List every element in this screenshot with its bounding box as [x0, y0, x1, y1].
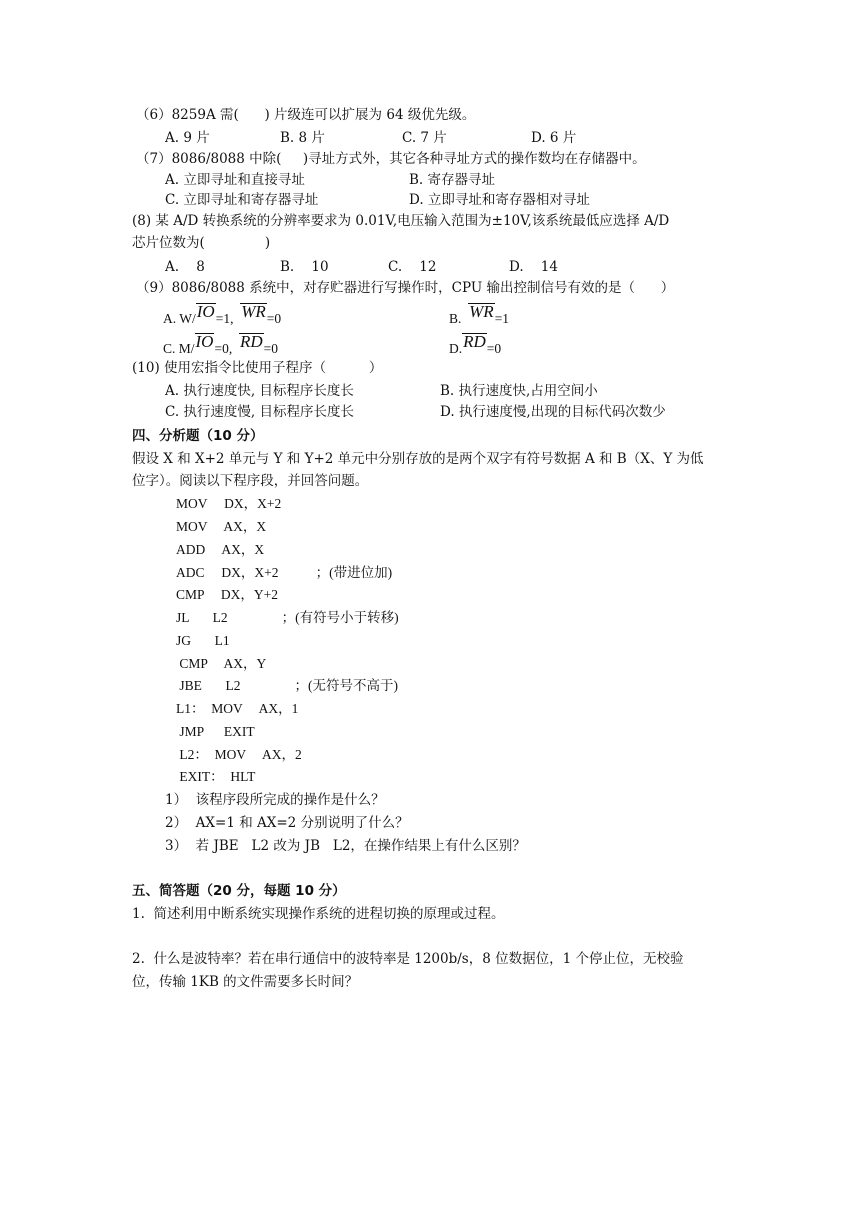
section5-title: 五、简答题（20 分，每题 10 分）	[132, 883, 346, 899]
code-line: MOV DX，X+2	[176, 496, 282, 511]
q10-option-a: A. 执行速度快, 目标程序长度长	[165, 383, 354, 399]
rd-bar-signal: RD	[239, 332, 263, 351]
q10-option-d: D. 执行速度慢,出现的目标代码次数少	[440, 404, 666, 420]
q8-stem-line2: 芯片位数为( )	[132, 235, 271, 251]
q8-stem-line1: (8) 某 A/D 转换系统的分辨率要求为 0.01V,电压输入范围为±10V,该系统最低应选择 A/D	[132, 213, 670, 229]
code-line: L2： MOV AX，2	[176, 747, 302, 762]
q8-option-d: D. 14	[509, 259, 558, 275]
code-line: CMP DX，Y+2	[176, 587, 279, 602]
q9-stem: （9）8086/8088 系统中，对存贮器进行写操作时，CPU 输出控制信号有效的是（ ）	[136, 280, 675, 296]
code-line: ADD AX，X	[176, 542, 265, 557]
section4-intro-line1: 假设 X 和 X+2 单元与 Y 和 Y+2 单元中分别存放的是两个双字有符号数据 A 和 B（X、Y 为低	[132, 451, 704, 467]
code-line: CMP AX，Y	[176, 656, 267, 671]
q10-option-c: C. 执行速度慢, 目标程序长度长	[165, 404, 355, 420]
q7-option-c: C. 立即寻址和寄存器寻址	[165, 192, 319, 208]
short-question-1: 1. 简述利用中断系统实现操作系统的进程切换的原理或过程。	[132, 906, 505, 922]
io-bar-signal: IO	[195, 332, 214, 351]
analysis-question-3: 3） 若 JBE L2 改为 JB L2，在操作结果上有什么区别？	[165, 838, 526, 854]
code-line: JG L1	[176, 633, 230, 648]
q9-option-d: D.RD=0	[449, 332, 502, 356]
q10-stem: (10) 使用宏指令比使用子程序（ ）	[132, 360, 383, 376]
wr-bar-signal: WR	[469, 302, 494, 321]
section4-intro-line2: 位字）。阅读以下程序段，并回答问题。	[132, 473, 369, 489]
code-line: L1： MOV AX，1	[176, 701, 299, 716]
q9-option-b: B. WR=1	[449, 302, 510, 326]
q7-stem: （7）8086/8088 中除( )寻址方式外，其它各种寻址方式的操作数均在存储器中。	[136, 151, 646, 167]
analysis-question-1: 1） 该程序段所完成的操作是什么？	[165, 792, 385, 808]
rd-bar-signal: RD	[463, 332, 486, 351]
wr-bar-signal: WR	[241, 302, 266, 321]
io-bar-signal: IO	[196, 302, 215, 321]
code-line: MOV AX，X	[176, 519, 267, 534]
short-question-2-line1: 2. 什么是波特率？若在串行通信中的波特率是 1200b/s，8 位数据位，1 个停止位，无校验	[132, 951, 684, 967]
analysis-question-2: 2） AX=1 和 AX=2 分别说明了什么？	[165, 815, 409, 831]
q7-option-d: D. 立即寻址和寄存器相对寻址	[409, 192, 590, 208]
section4-title: 四、分析题（10 分）	[132, 428, 264, 444]
code-line: ADC DX，X+2 ；(带进位加)	[176, 565, 393, 580]
code-line: JMP EXIT	[176, 724, 255, 739]
short-question-2-line2: 位，传输 1KB 的文件需要多长时间？	[132, 974, 359, 990]
q8-option-a: A. 8	[165, 259, 205, 275]
code-line: EXIT： HLT	[176, 769, 256, 784]
q8-option-b: B. 10	[280, 259, 329, 275]
q10-option-b: B. 执行速度快,占用空间小	[440, 383, 598, 399]
q7-option-b: B. 寄存器寻址	[409, 172, 496, 188]
q9-option-a: A. W/IO=1, WR=0	[163, 302, 282, 326]
q6-option-c: C. 7 片	[402, 130, 447, 146]
q7-option-a: A. 立即寻址和直接寻址	[165, 172, 305, 188]
q6-option-d: D. 6 片	[531, 130, 577, 146]
code-line: JL L2 ；(有符号小于转移)	[176, 610, 399, 625]
code-line: JBE L2 ；(无符号不高于)	[176, 678, 398, 693]
q8-option-c: C. 12	[388, 259, 437, 275]
q9-option-c: C. M/IO=0, RD=0	[163, 332, 279, 356]
q6-option-a: A. 9 片	[165, 130, 210, 146]
q6-stem: （6）8259A 需( ) 片级连可以扩展为 64 级优先级。	[136, 107, 476, 123]
q6-option-b: B. 8 片	[280, 130, 325, 146]
